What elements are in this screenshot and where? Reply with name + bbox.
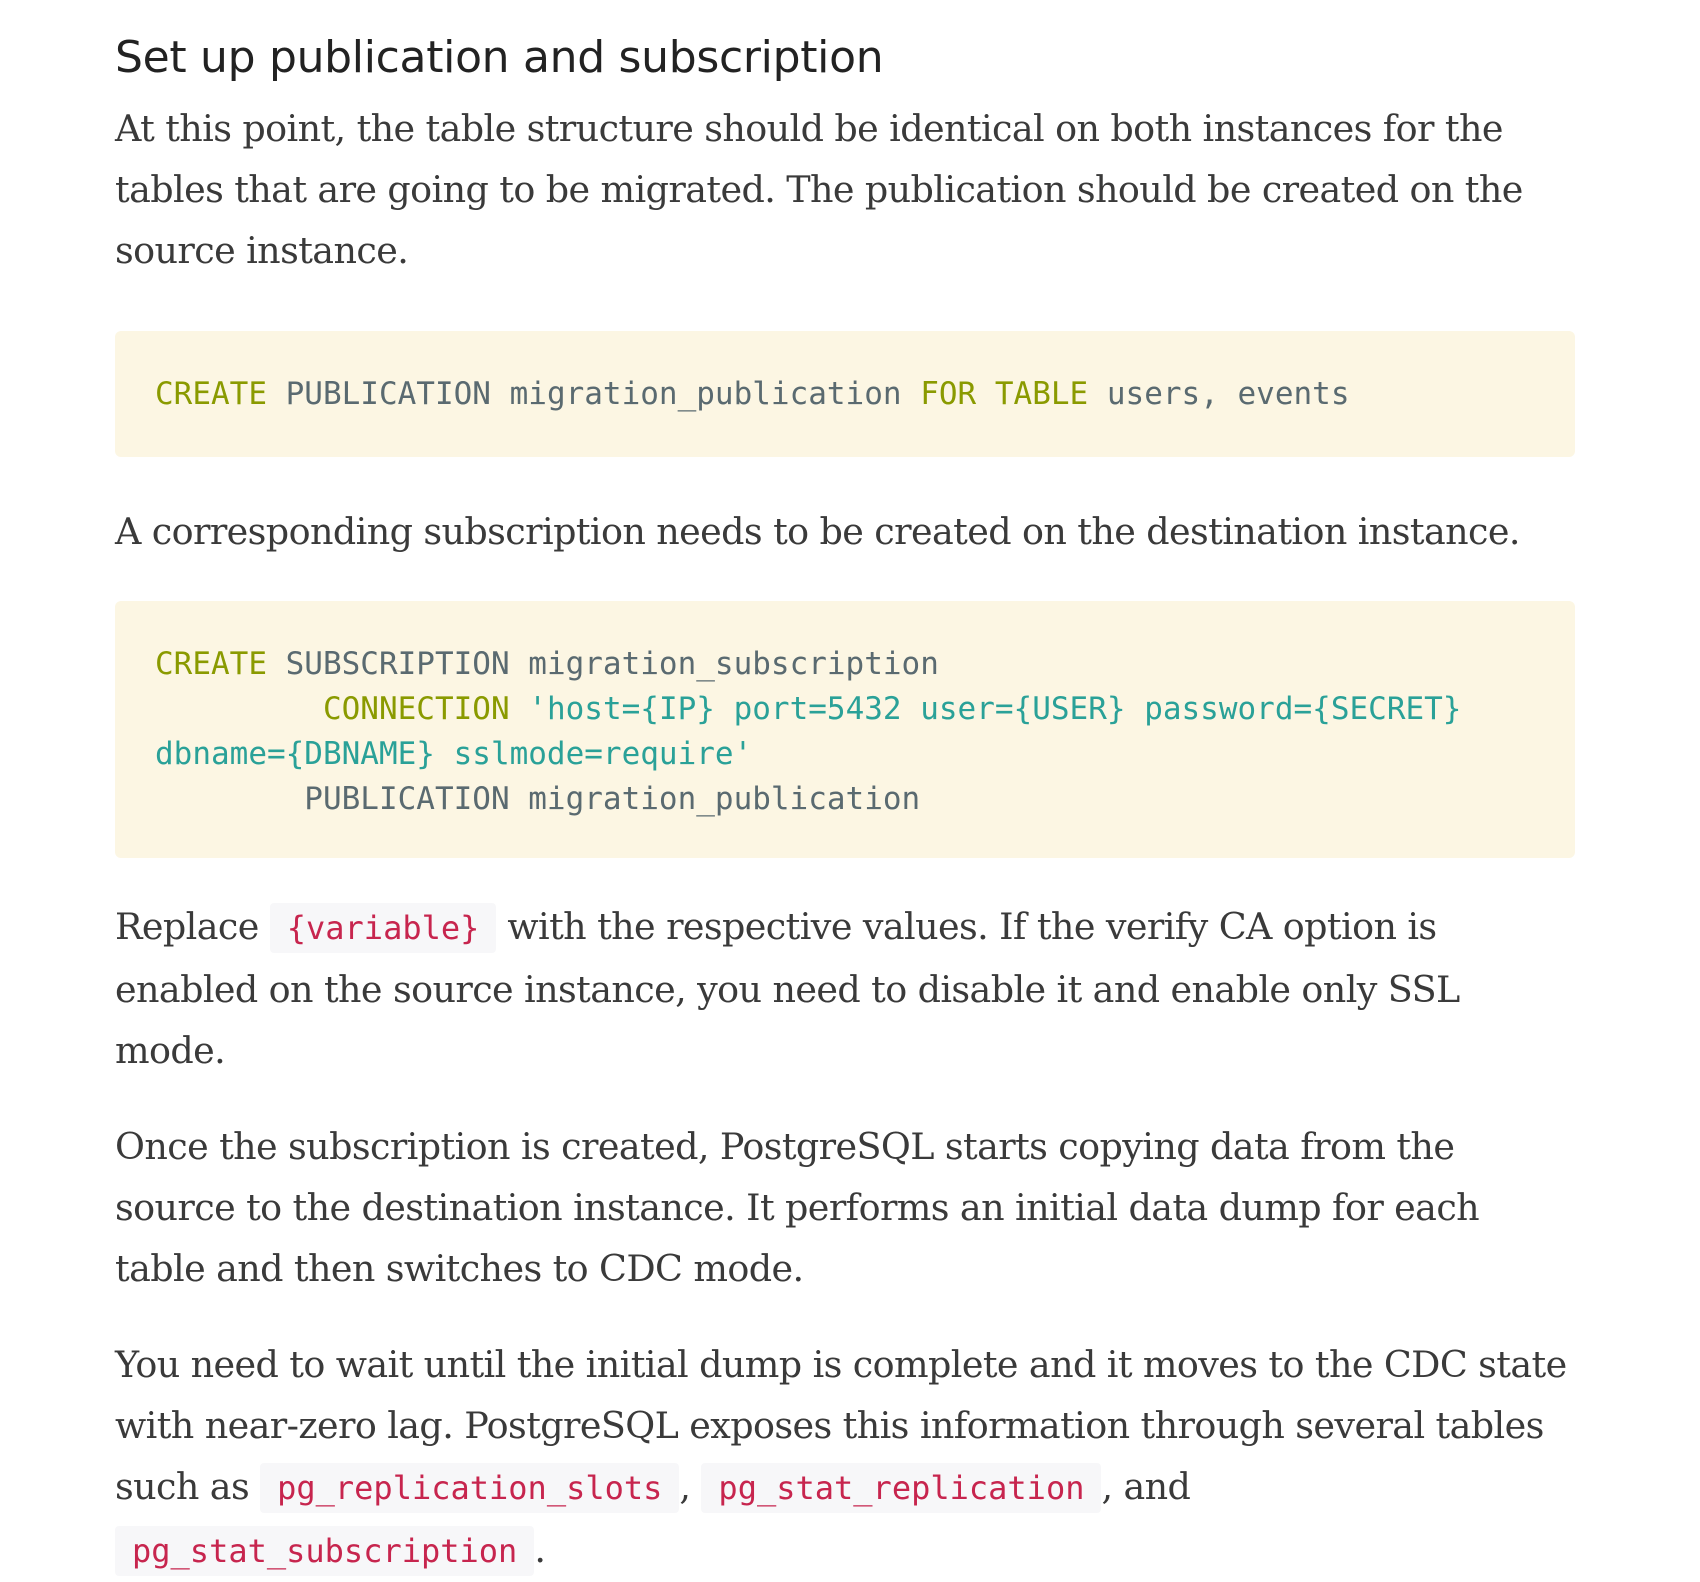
paragraph-replace	[115, 896, 1575, 1081]
code-keyword: CREATE	[155, 646, 267, 682]
inline-code: {variable}	[270, 903, 497, 953]
code-identifier: PUBLICATION migration_publication	[155, 781, 921, 817]
paragraph-copying: Once the subscription is created, PostgreSQL starts copying data from the source to the destination instance. It performs an initial data dump for each table and then switches to CDC mode.	[115, 1125, 1480, 1290]
code-block-subscription	[115, 601, 1575, 858]
text-segment: You need to wait until the initial dump is complete and it moves to the CDC state with near-zero lag. PostgreSQL exposes this information through several tables such as	[115, 1343, 1567, 1508]
code-string: dbname={DBNAME} sslmode=require'	[155, 736, 753, 772]
code-identifier: PUBLICATION migration_publication	[266, 376, 921, 412]
text-segment: , and	[1101, 1465, 1191, 1508]
paragraph-intro: At this point, the table structure should be identical on both instances for the tables that are going to be migrated. The publication should be created on the source instance.	[115, 107, 1523, 272]
code-keyword: CONNECTION	[322, 691, 510, 727]
text-segment: with the respective values. If the verify CA option is enabled on the source instance, you need to disable it and enable only SSL mode.	[115, 905, 1460, 1072]
code-space	[510, 691, 529, 727]
code-identifier: SUBSCRIPTION migration_subscription	[266, 646, 939, 682]
code-block-publication	[115, 331, 1575, 457]
paragraph-subscription: A corresponding subscription needs to be created on the destination instance.	[115, 510, 1520, 553]
text-segment: Replace	[115, 905, 270, 948]
code-keyword: CREATE	[155, 376, 267, 412]
inline-code: pg_stat_replication	[701, 1463, 1101, 1513]
inline-code: pg_replication_slots	[260, 1463, 679, 1513]
text-segment: ,	[679, 1465, 702, 1508]
inline-code: pg_stat_subscription	[115, 1526, 534, 1576]
code-indent	[155, 691, 323, 727]
article-content	[115, 0, 1575, 1582]
code-string: 'host={IP} port=5432 user={USER} password={SECRET}	[528, 691, 1462, 727]
code-keyword: FOR TABLE	[920, 376, 1089, 412]
code-identifier: users, events	[1088, 376, 1350, 412]
paragraph-wait	[115, 1334, 1575, 1582]
text-segment: .	[534, 1528, 546, 1571]
section-heading: Set up publication and subscription	[115, 32, 884, 83]
